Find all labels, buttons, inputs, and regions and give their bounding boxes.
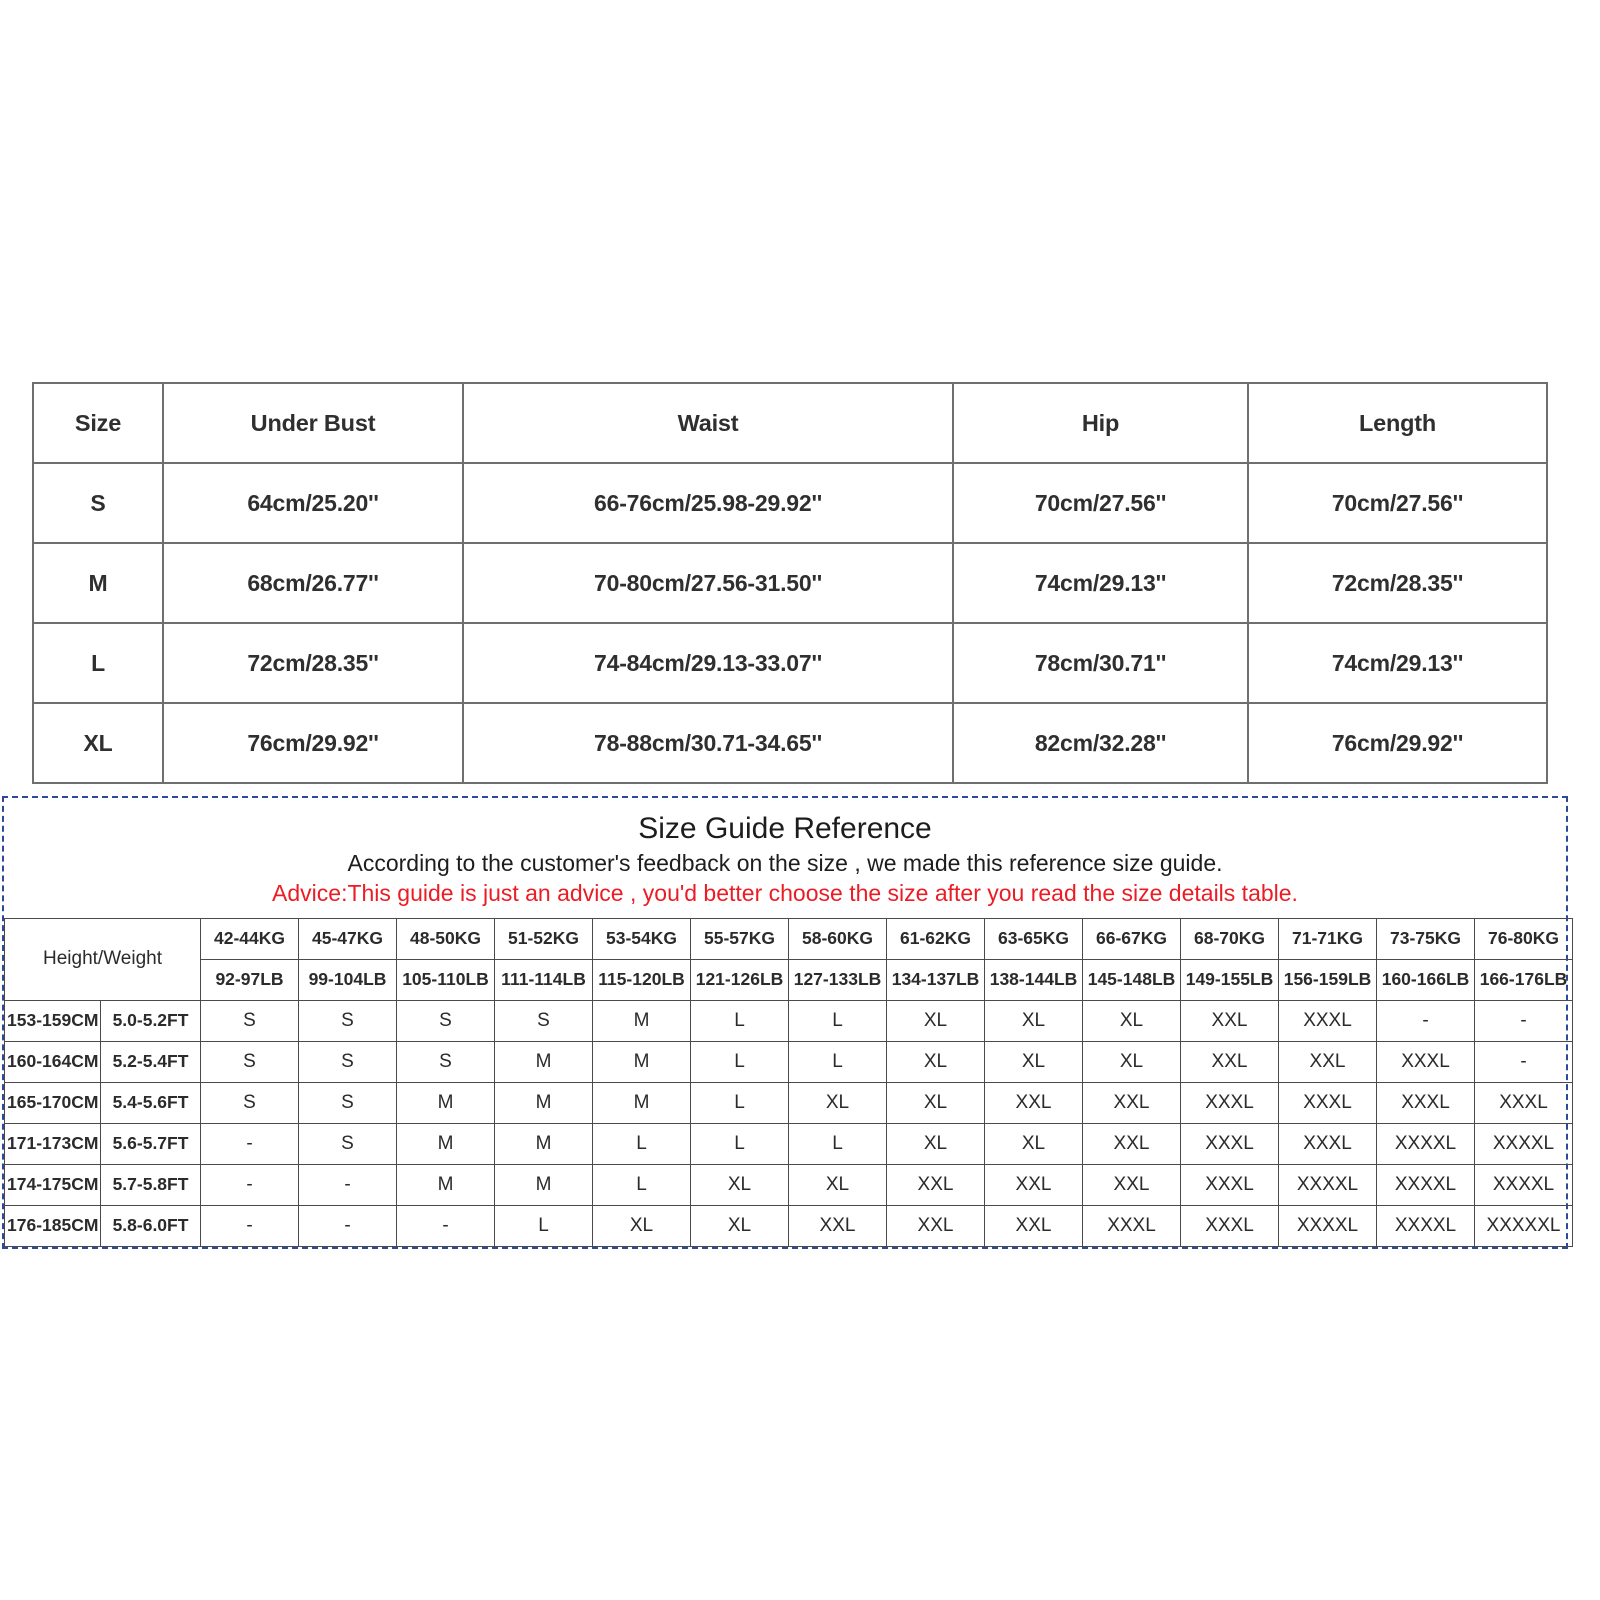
size-guide-subtitle: According to the customer's feedback on the size , we made this reference size guide. xyxy=(347,849,1223,876)
recommended-size-cell: L xyxy=(691,1123,789,1164)
cell-hip: 82cm/32.28'' xyxy=(953,703,1248,783)
reference-table-row xyxy=(5,1123,1573,1164)
recommended-size-cell: XL xyxy=(789,1082,887,1123)
recommended-size-cell: XXXXXL xyxy=(1475,1205,1573,1246)
recommended-size-cell: XXL xyxy=(887,1205,985,1246)
recommended-size-cell: - xyxy=(1377,1000,1475,1041)
height-cm-label: 165-170CM xyxy=(5,1082,101,1123)
weight-kg-header: 51-52KG xyxy=(495,918,593,959)
recommended-size-cell: XL xyxy=(1083,1000,1181,1041)
cell-length: 74cm/29.13'' xyxy=(1248,623,1547,703)
weight-lb-header: 149-155LB xyxy=(1181,959,1279,1000)
cell-hip: 78cm/30.71'' xyxy=(953,623,1248,703)
weight-lb-header: 134-137LB xyxy=(887,959,985,1000)
weight-kg-header: 48-50KG xyxy=(397,918,495,959)
recommended-size-cell: XL xyxy=(789,1164,887,1205)
recommended-size-cell: XL xyxy=(1083,1041,1181,1082)
height-ft-label: 5.2-5.4FT xyxy=(101,1041,201,1082)
table-row xyxy=(33,703,1547,783)
recommended-size-cell: XXXL xyxy=(1377,1041,1475,1082)
recommended-size-cell: S xyxy=(495,1000,593,1041)
height-weight-corner-label: Height/Weight xyxy=(5,918,201,1000)
weight-kg-header: 42-44KG xyxy=(201,918,299,959)
recommended-size-cell: XXXXL xyxy=(1377,1205,1475,1246)
recommended-size-cell: XL xyxy=(593,1205,691,1246)
reference-table-row xyxy=(5,1164,1573,1205)
recommended-size-cell: XXL xyxy=(985,1164,1083,1205)
weight-kg-header: 76-80KG xyxy=(1475,918,1573,959)
recommended-size-cell: XL xyxy=(985,1123,1083,1164)
height-cm-label: 174-175CM xyxy=(5,1164,101,1205)
recommended-size-cell: - xyxy=(299,1205,397,1246)
recommended-size-cell: XXXXL xyxy=(1475,1123,1573,1164)
recommended-size-cell: L xyxy=(495,1205,593,1246)
reference-header-kg-row xyxy=(5,918,1573,959)
size-guide-reference-panel xyxy=(2,796,1568,1249)
weight-kg-header: 71-71KG xyxy=(1279,918,1377,959)
recommended-size-cell: XL xyxy=(691,1164,789,1205)
recommended-size-cell: L xyxy=(691,1082,789,1123)
recommended-size-cell: XXXXL xyxy=(1475,1164,1573,1205)
cell-under-bust: 76cm/29.92'' xyxy=(163,703,463,783)
recommended-size-cell: - xyxy=(299,1164,397,1205)
cell-size: XL xyxy=(33,703,163,783)
table-row xyxy=(33,463,1547,543)
reference-table-row xyxy=(5,1082,1573,1123)
header-size: Size xyxy=(33,383,163,463)
recommended-size-cell: XXXXL xyxy=(1279,1164,1377,1205)
reference-header-lb-row xyxy=(5,959,1573,1000)
recommended-size-cell: XXXXL xyxy=(1377,1123,1475,1164)
height-ft-label: 5.6-5.7FT xyxy=(101,1123,201,1164)
size-guide-reference-table xyxy=(4,918,1573,1247)
recommended-size-cell: XL xyxy=(985,1041,1083,1082)
cell-length: 72cm/28.35'' xyxy=(1248,543,1547,623)
recommended-size-cell: XXXL xyxy=(1377,1082,1475,1123)
recommended-size-cell: - xyxy=(201,1123,299,1164)
cell-waist: 70-80cm/27.56-31.50'' xyxy=(463,543,953,623)
table-row xyxy=(33,543,1547,623)
cell-under-bust: 72cm/28.35'' xyxy=(163,623,463,703)
reference-table-row xyxy=(5,1041,1573,1082)
weight-lb-header: 156-159LB xyxy=(1279,959,1377,1000)
recommended-size-cell: XXXL xyxy=(1083,1205,1181,1246)
recommended-size-cell: - xyxy=(1475,1000,1573,1041)
height-ft-label: 5.4-5.6FT xyxy=(101,1082,201,1123)
recommended-size-cell: S xyxy=(299,1082,397,1123)
recommended-size-cell: S xyxy=(397,1041,495,1082)
weight-lb-header: 160-166LB xyxy=(1377,959,1475,1000)
recommended-size-cell: XXL xyxy=(1083,1123,1181,1164)
recommended-size-cell: XXL xyxy=(985,1205,1083,1246)
table-header-row xyxy=(33,383,1547,463)
recommended-size-cell: M xyxy=(495,1164,593,1205)
recommended-size-cell: S xyxy=(201,1082,299,1123)
recommended-size-cell: XL xyxy=(691,1205,789,1246)
height-cm-label: 153-159CM xyxy=(5,1000,101,1041)
recommended-size-cell: XXL xyxy=(1083,1082,1181,1123)
header-waist: Waist xyxy=(463,383,953,463)
weight-lb-header: 111-114LB xyxy=(495,959,593,1000)
recommended-size-cell: M xyxy=(495,1123,593,1164)
recommended-size-cell: XXL xyxy=(1279,1041,1377,1082)
height-cm-label: 171-173CM xyxy=(5,1123,101,1164)
recommended-size-cell: L xyxy=(593,1123,691,1164)
weight-kg-header: 68-70KG xyxy=(1181,918,1279,959)
size-detail-table xyxy=(32,382,1548,784)
cell-length: 70cm/27.56'' xyxy=(1248,463,1547,543)
weight-lb-header: 166-176LB xyxy=(1475,959,1573,1000)
weight-kg-header: 63-65KG xyxy=(985,918,1083,959)
cell-hip: 74cm/29.13'' xyxy=(953,543,1248,623)
weight-lb-header: 115-120LB xyxy=(593,959,691,1000)
recommended-size-cell: XXXXL xyxy=(1279,1205,1377,1246)
recommended-size-cell: XL xyxy=(887,1123,985,1164)
recommended-size-cell: XXL xyxy=(1083,1164,1181,1205)
cell-waist: 78-88cm/30.71-34.65'' xyxy=(463,703,953,783)
recommended-size-cell: XL xyxy=(887,1000,985,1041)
recommended-size-cell: XL xyxy=(887,1041,985,1082)
recommended-size-cell: M xyxy=(593,1041,691,1082)
recommended-size-cell: XL xyxy=(985,1000,1083,1041)
weight-lb-header: 99-104LB xyxy=(299,959,397,1000)
header-under-bust: Under Bust xyxy=(163,383,463,463)
size-detail-table-container xyxy=(32,382,1546,784)
cell-under-bust: 68cm/26.77'' xyxy=(163,543,463,623)
size-guide-advice: Advice:This guide is just an advice , you'd better choose the size after you read the size details table. xyxy=(272,880,1298,907)
recommended-size-cell: S xyxy=(299,1000,397,1041)
reference-table-row xyxy=(5,1205,1573,1246)
header-hip: Hip xyxy=(953,383,1248,463)
recommended-size-cell: L xyxy=(789,1000,887,1041)
recommended-size-cell: L xyxy=(593,1164,691,1205)
recommended-size-cell: XXXL xyxy=(1475,1082,1573,1123)
recommended-size-cell: L xyxy=(691,1041,789,1082)
recommended-size-cell: XXXL xyxy=(1181,1164,1279,1205)
recommended-size-cell: M xyxy=(397,1082,495,1123)
weight-kg-header: 66-67KG xyxy=(1083,918,1181,959)
cell-size: S xyxy=(33,463,163,543)
recommended-size-cell: XXXL xyxy=(1181,1082,1279,1123)
recommended-size-cell: S xyxy=(201,1041,299,1082)
cell-length: 76cm/29.92'' xyxy=(1248,703,1547,783)
height-ft-label: 5.7-5.8FT xyxy=(101,1164,201,1205)
table-row xyxy=(33,623,1547,703)
recommended-size-cell: S xyxy=(397,1000,495,1041)
recommended-size-cell: M xyxy=(495,1041,593,1082)
recommended-size-cell: S xyxy=(299,1123,397,1164)
cell-size: L xyxy=(33,623,163,703)
weight-lb-header: 105-110LB xyxy=(397,959,495,1000)
recommended-size-cell: XXXXL xyxy=(1377,1164,1475,1205)
size-guide-title: Size Guide Reference xyxy=(638,812,932,845)
weight-lb-header: 121-126LB xyxy=(691,959,789,1000)
cell-hip: 70cm/27.56'' xyxy=(953,463,1248,543)
height-cm-label: 176-185CM xyxy=(5,1205,101,1246)
recommended-size-cell: L xyxy=(691,1000,789,1041)
cell-size: M xyxy=(33,543,163,623)
recommended-size-cell: XXXL xyxy=(1279,1000,1377,1041)
weight-kg-header: 45-47KG xyxy=(299,918,397,959)
recommended-size-cell: XXL xyxy=(887,1164,985,1205)
size-guide-header xyxy=(4,798,1566,918)
cell-waist: 66-76cm/25.98-29.92'' xyxy=(463,463,953,543)
weight-kg-header: 55-57KG xyxy=(691,918,789,959)
cell-under-bust: 64cm/25.20'' xyxy=(163,463,463,543)
weight-kg-header: 73-75KG xyxy=(1377,918,1475,959)
recommended-size-cell: XXL xyxy=(985,1082,1083,1123)
recommended-size-cell: XXXL xyxy=(1181,1205,1279,1246)
recommended-size-cell: - xyxy=(201,1205,299,1246)
recommended-size-cell: S xyxy=(299,1041,397,1082)
recommended-size-cell: - xyxy=(201,1164,299,1205)
recommended-size-cell: - xyxy=(397,1205,495,1246)
recommended-size-cell: XXL xyxy=(1181,1041,1279,1082)
recommended-size-cell: XL xyxy=(887,1082,985,1123)
recommended-size-cell: XXXL xyxy=(1181,1123,1279,1164)
weight-lb-header: 145-148LB xyxy=(1083,959,1181,1000)
reference-table-row xyxy=(5,1000,1573,1041)
recommended-size-cell: M xyxy=(495,1082,593,1123)
weight-lb-header: 138-144LB xyxy=(985,959,1083,1000)
recommended-size-cell: M xyxy=(397,1164,495,1205)
weight-lb-header: 127-133LB xyxy=(789,959,887,1000)
weight-lb-header: 92-97LB xyxy=(201,959,299,1000)
recommended-size-cell: L xyxy=(789,1041,887,1082)
recommended-size-cell: XXXL xyxy=(1279,1082,1377,1123)
header-length: Length xyxy=(1248,383,1547,463)
recommended-size-cell: L xyxy=(789,1123,887,1164)
recommended-size-cell: S xyxy=(201,1000,299,1041)
recommended-size-cell: XXXL xyxy=(1279,1123,1377,1164)
recommended-size-cell: XXL xyxy=(1181,1000,1279,1041)
height-cm-label: 160-164CM xyxy=(5,1041,101,1082)
recommended-size-cell: M xyxy=(593,1000,691,1041)
weight-kg-header: 61-62KG xyxy=(887,918,985,959)
recommended-size-cell: M xyxy=(593,1082,691,1123)
weight-kg-header: 58-60KG xyxy=(789,918,887,959)
height-ft-label: 5.8-6.0FT xyxy=(101,1205,201,1246)
height-ft-label: 5.0-5.2FT xyxy=(101,1000,201,1041)
cell-waist: 74-84cm/29.13-33.07'' xyxy=(463,623,953,703)
recommended-size-cell: M xyxy=(397,1123,495,1164)
recommended-size-cell: XXL xyxy=(789,1205,887,1246)
weight-kg-header: 53-54KG xyxy=(593,918,691,959)
recommended-size-cell: - xyxy=(1475,1041,1573,1082)
